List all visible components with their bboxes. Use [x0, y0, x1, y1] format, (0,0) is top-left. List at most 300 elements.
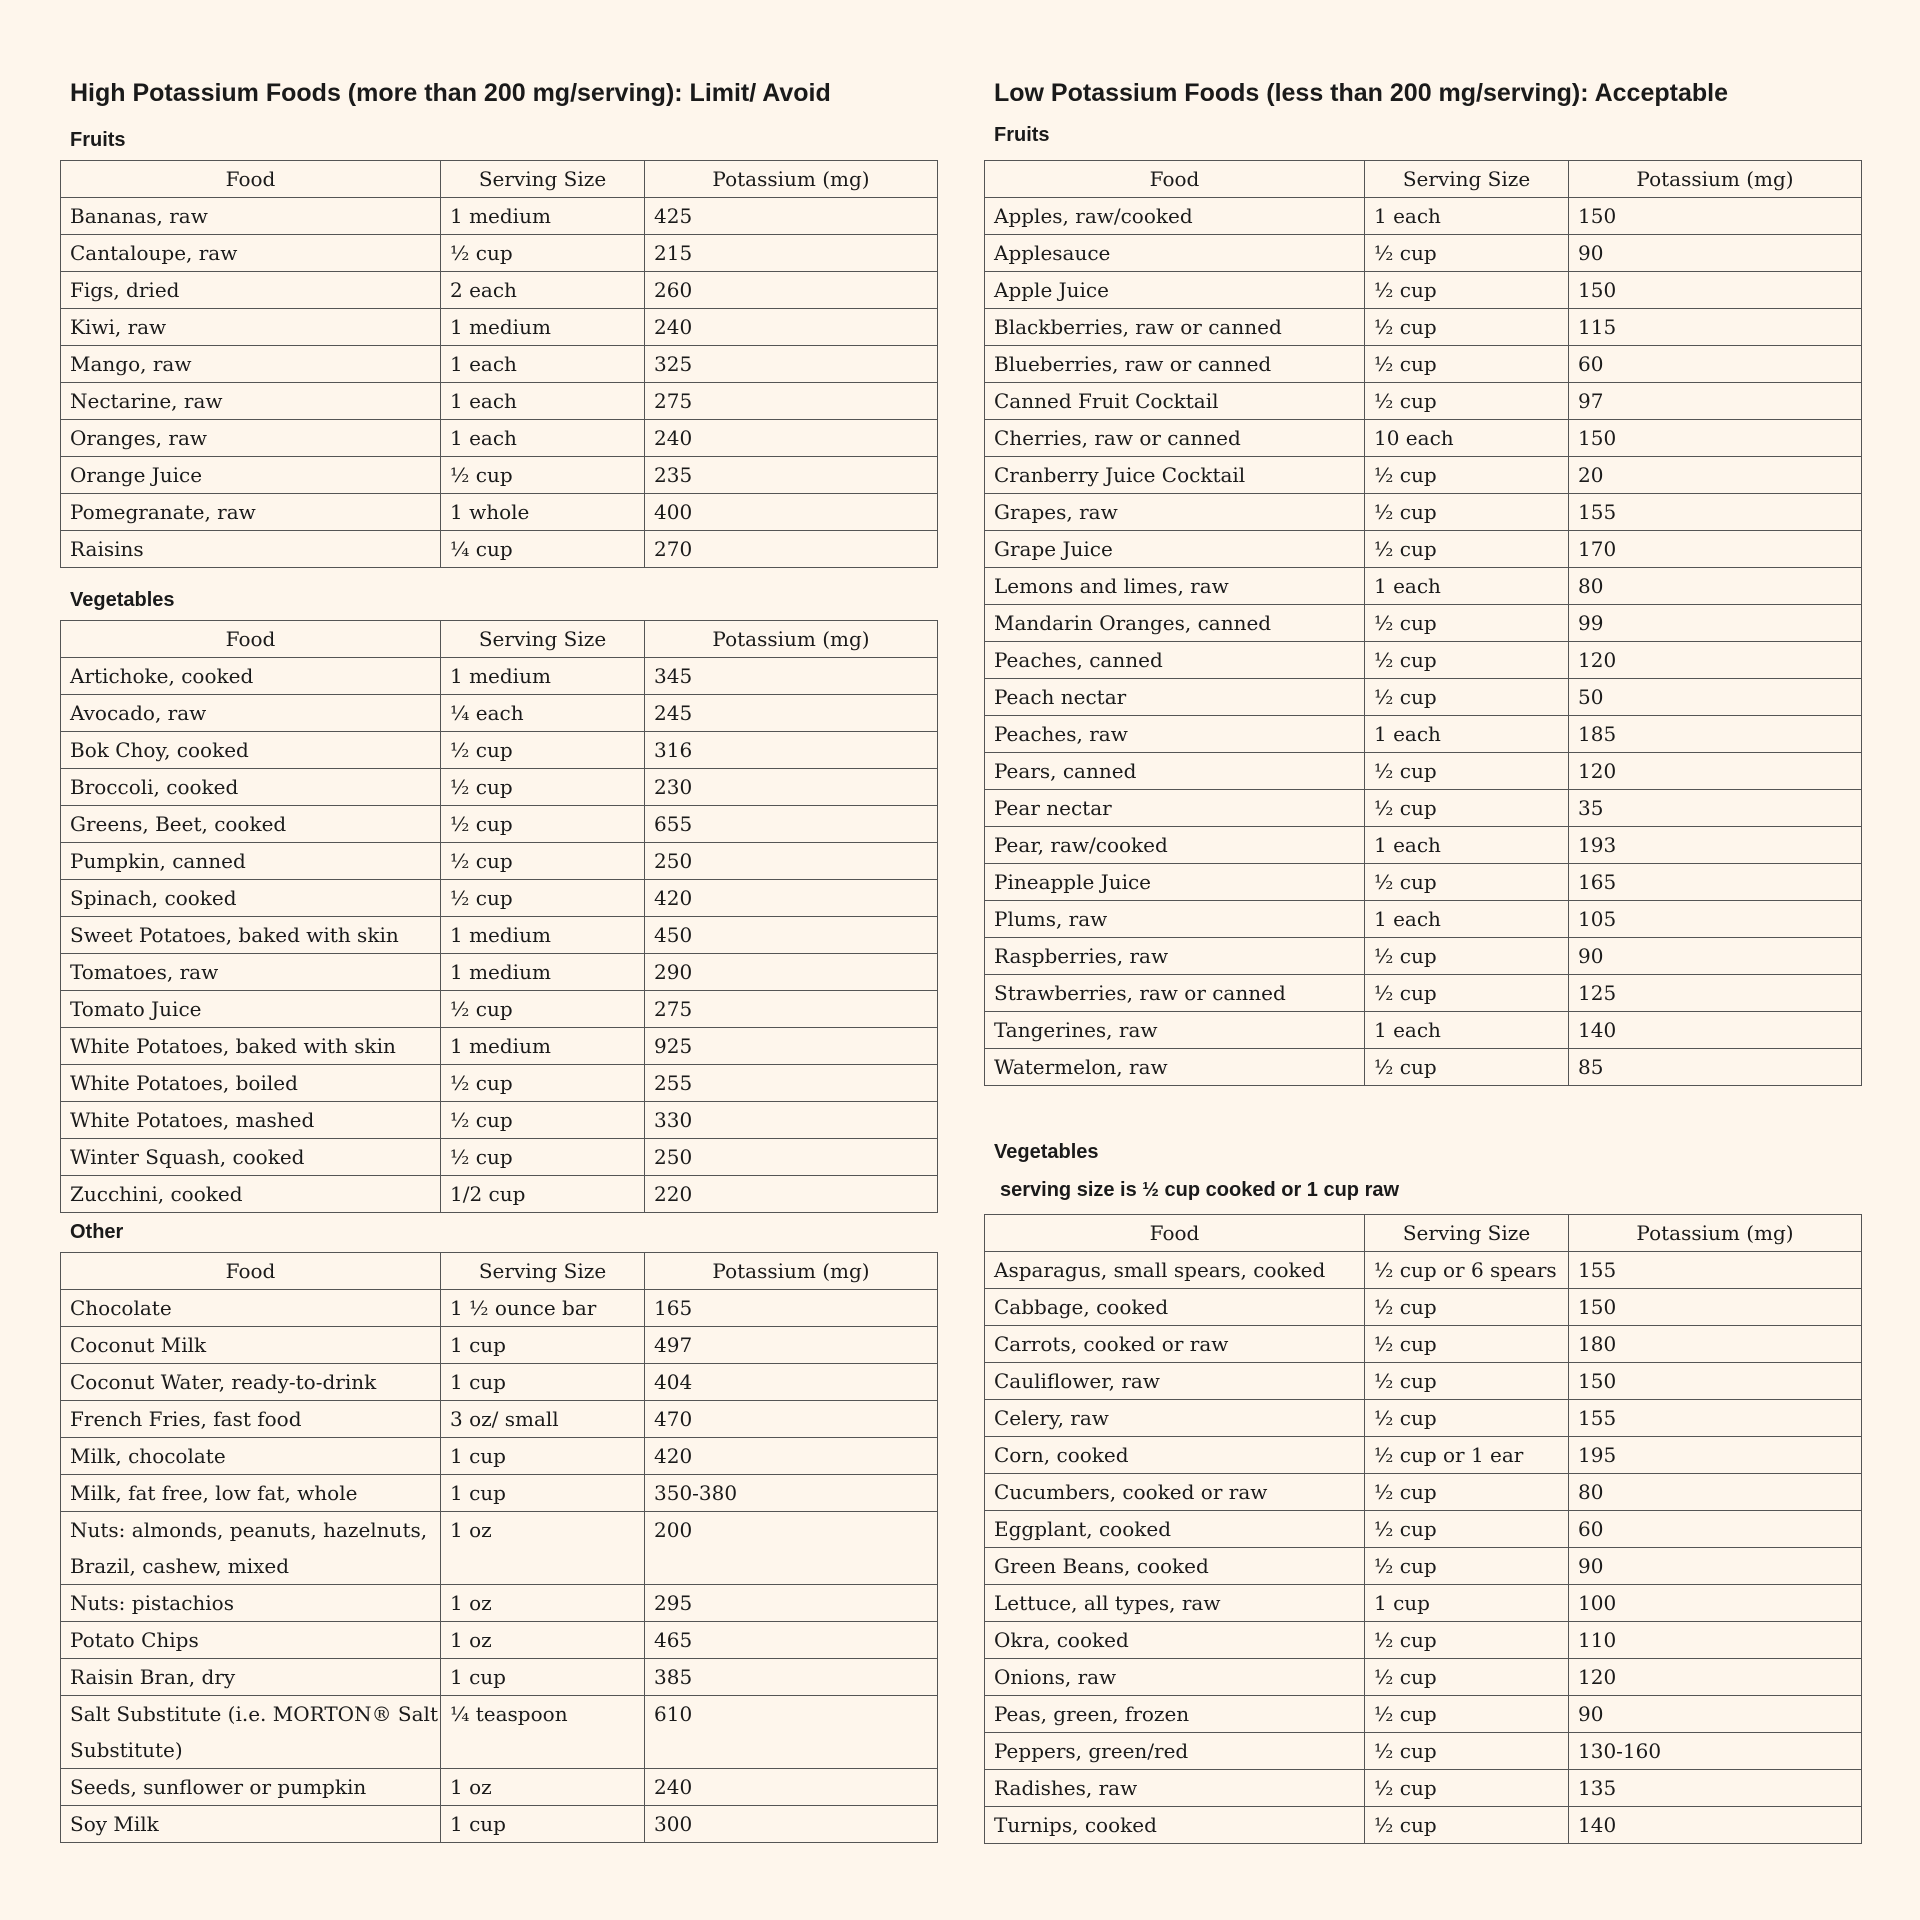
- serving-size-cell: ½ cup: [1365, 938, 1569, 975]
- food-cell: Zucchini, cooked: [61, 1176, 441, 1213]
- food-cell: Seeds, sunflower or pumpkin: [61, 1769, 441, 1806]
- food-cell: Cabbage, cooked: [985, 1289, 1365, 1326]
- table-row: [61, 1028, 938, 1065]
- serving-size-cell: ½ cup: [441, 732, 645, 769]
- serving-size-cell: 1 ½ ounce bar: [441, 1290, 645, 1327]
- serving-size-cell: ½ cup: [1365, 790, 1569, 827]
- potassium-cell: 450: [645, 917, 938, 954]
- food-cell: Salt Substitute (i.e. MORTON® Salt Substitute): [61, 1696, 441, 1769]
- serving-size-cell: ½ cup: [1365, 753, 1569, 790]
- table-row: [985, 1733, 1862, 1770]
- column-header: Serving Size: [441, 621, 645, 658]
- table-row: [985, 1659, 1862, 1696]
- potassium-cell: 316: [645, 732, 938, 769]
- table-row: [61, 309, 938, 346]
- potassium-cell: 295: [645, 1585, 938, 1622]
- potassium-cell: 140: [1569, 1807, 1862, 1844]
- potassium-cell: 270: [645, 531, 938, 568]
- table-row: [985, 790, 1862, 827]
- table-row: [61, 1139, 938, 1176]
- right-vegetables-table: [984, 1214, 1862, 1844]
- serving-size-cell: ½ cup: [1365, 975, 1569, 1012]
- food-cell: Peppers, green/red: [985, 1733, 1365, 1770]
- food-cell: Onions, raw: [985, 1659, 1365, 1696]
- serving-size-cell: 1 each: [1365, 1012, 1569, 1049]
- table-header-row: [985, 161, 1862, 198]
- potassium-cell: 420: [645, 880, 938, 917]
- potassium-cell: 80: [1569, 568, 1862, 605]
- food-cell: Mandarin Oranges, canned: [985, 605, 1365, 642]
- potassium-cell: 195: [1569, 1437, 1862, 1474]
- table-row: [985, 716, 1862, 753]
- food-cell: Winter Squash, cooked: [61, 1139, 441, 1176]
- serving-size-cell: ½ cup: [441, 1139, 645, 1176]
- serving-size-cell: ½ cup: [1365, 1363, 1569, 1400]
- food-cell: Grapes, raw: [985, 494, 1365, 531]
- table-row: [61, 991, 938, 1028]
- table-row: [985, 1012, 1862, 1049]
- potassium-cell: 50: [1569, 679, 1862, 716]
- table-row: [985, 938, 1862, 975]
- table-row: [985, 272, 1862, 309]
- table-row: [985, 975, 1862, 1012]
- potassium-cell: 90: [1569, 938, 1862, 975]
- food-cell: Pear, raw/cooked: [985, 827, 1365, 864]
- table-row: [61, 1696, 938, 1769]
- potassium-cell: 97: [1569, 383, 1862, 420]
- serving-size-cell: ½ cup: [1365, 494, 1569, 531]
- table-row: [985, 383, 1862, 420]
- serving-size-cell: 1 medium: [441, 309, 645, 346]
- table-row: [61, 420, 938, 457]
- potassium-cell: 20: [1569, 457, 1862, 494]
- potassium-cell: 165: [645, 1290, 938, 1327]
- high-potassium-title: High Potassium Foods (more than 200 mg/serving): Limit/ Avoid: [70, 79, 831, 107]
- serving-size-cell: 1 cup: [441, 1364, 645, 1401]
- left-other-table: [60, 1252, 938, 1843]
- potassium-cell: 120: [1569, 753, 1862, 790]
- table-header-row: [61, 1253, 938, 1290]
- right-fruits-label: Fruits: [994, 124, 1050, 146]
- table-row: [985, 1437, 1862, 1474]
- serving-size-cell: ½ cup: [1365, 864, 1569, 901]
- serving-size-cell: ½ cup: [1365, 309, 1569, 346]
- potassium-cell: 150: [1569, 420, 1862, 457]
- table-row: [61, 235, 938, 272]
- food-cell: Nectarine, raw: [61, 383, 441, 420]
- table-row: [985, 901, 1862, 938]
- potassium-cell: 300: [645, 1806, 938, 1843]
- food-cell: White Potatoes, baked with skin: [61, 1028, 441, 1065]
- table-row: [985, 568, 1862, 605]
- food-cell: White Potatoes, mashed: [61, 1102, 441, 1139]
- potassium-cell: 655: [645, 806, 938, 843]
- table-row: [985, 1770, 1862, 1807]
- table-row: [61, 1622, 938, 1659]
- table-row: [985, 827, 1862, 864]
- serving-size-cell: 1 each: [441, 383, 645, 420]
- table-row: [985, 457, 1862, 494]
- table-row: [985, 420, 1862, 457]
- potassium-cell: 275: [645, 991, 938, 1028]
- food-cell: Strawberries, raw or canned: [985, 975, 1365, 1012]
- food-cell: Oranges, raw: [61, 420, 441, 457]
- food-cell: Okra, cooked: [985, 1622, 1365, 1659]
- table-row: [985, 235, 1862, 272]
- potassium-cell: 470: [645, 1401, 938, 1438]
- potassium-cell: 110: [1569, 1622, 1862, 1659]
- column-header: Food: [61, 621, 441, 658]
- table-row: [985, 1622, 1862, 1659]
- food-cell: Bananas, raw: [61, 198, 441, 235]
- potassium-cell: 330: [645, 1102, 938, 1139]
- serving-size-cell: ½ cup: [441, 457, 645, 494]
- potassium-cell: 240: [645, 420, 938, 457]
- potassium-cell: 99: [1569, 605, 1862, 642]
- food-cell: Raisin Bran, dry: [61, 1659, 441, 1696]
- food-cell: Plums, raw: [985, 901, 1365, 938]
- serving-size-cell: 3 oz/ small: [441, 1401, 645, 1438]
- table-row: [61, 1327, 938, 1364]
- column-header: Serving Size: [1365, 1215, 1569, 1252]
- food-cell: Coconut Water, ready-to-drink: [61, 1364, 441, 1401]
- serving-size-cell: 1 medium: [441, 917, 645, 954]
- potassium-cell: 465: [645, 1622, 938, 1659]
- food-cell: Raisins: [61, 531, 441, 568]
- table-row: [985, 753, 1862, 790]
- potassium-cell: 100: [1569, 1585, 1862, 1622]
- serving-size-cell: ½ cup: [1365, 1807, 1569, 1844]
- potassium-cell: 425: [645, 198, 938, 235]
- left-other-label: Other: [70, 1221, 124, 1243]
- column-header: Food: [985, 1215, 1365, 1252]
- table-row: [61, 383, 938, 420]
- serving-size-cell: ½ cup: [1365, 346, 1569, 383]
- table-row: [985, 1049, 1862, 1086]
- left-fruits-table: [60, 160, 938, 568]
- table-row: [61, 457, 938, 494]
- food-cell: Pumpkin, canned: [61, 843, 441, 880]
- potassium-cell: 150: [1569, 198, 1862, 235]
- serving-size-cell: ¼ cup: [441, 531, 645, 568]
- table-row: [985, 1289, 1862, 1326]
- serving-size-cell: ¼ each: [441, 695, 645, 732]
- serving-size-cell: ½ cup: [1365, 1326, 1569, 1363]
- potassium-cell: 60: [1569, 346, 1862, 383]
- food-cell: Potato Chips: [61, 1622, 441, 1659]
- serving-size-cell: ½ cup: [1365, 1049, 1569, 1086]
- table-row: [61, 1475, 938, 1512]
- column-header: Food: [61, 1253, 441, 1290]
- food-cell: Tomatoes, raw: [61, 954, 441, 991]
- serving-size-cell: ½ cup: [441, 769, 645, 806]
- potassium-cell: 135: [1569, 1770, 1862, 1807]
- food-cell: Corn, cooked: [985, 1437, 1365, 1474]
- column-header: Food: [985, 161, 1365, 198]
- serving-size-cell: ½ cup: [1365, 642, 1569, 679]
- food-cell: Eggplant, cooked: [985, 1511, 1365, 1548]
- serving-size-cell: ½ cup: [1365, 605, 1569, 642]
- serving-size-cell: ½ cup: [1365, 1659, 1569, 1696]
- potassium-cell: 125: [1569, 975, 1862, 1012]
- table-row: [985, 679, 1862, 716]
- potassium-cell: 155: [1569, 1252, 1862, 1289]
- table-header-row: [61, 621, 938, 658]
- serving-size-cell: 1 oz: [441, 1622, 645, 1659]
- food-cell: Carrots, cooked or raw: [985, 1326, 1365, 1363]
- serving-size-cell: 1 each: [1365, 568, 1569, 605]
- potassium-cell: 290: [645, 954, 938, 991]
- food-cell: Mango, raw: [61, 346, 441, 383]
- potassium-cell: 497: [645, 1327, 938, 1364]
- potassium-cell: 155: [1569, 1400, 1862, 1437]
- serving-size-cell: ½ cup or 6 spears: [1365, 1252, 1569, 1289]
- potassium-cell: 245: [645, 695, 938, 732]
- food-cell: Pears, canned: [985, 753, 1365, 790]
- potassium-cell: 35: [1569, 790, 1862, 827]
- serving-size-cell: ½ cup: [1365, 1400, 1569, 1437]
- food-cell: Watermelon, raw: [985, 1049, 1365, 1086]
- food-cell: Peach nectar: [985, 679, 1365, 716]
- table-row: [61, 917, 938, 954]
- potassium-cell: 130-160: [1569, 1733, 1862, 1770]
- serving-size-cell: 1 oz: [441, 1585, 645, 1622]
- table-row: [61, 494, 938, 531]
- table-row: [61, 1659, 938, 1696]
- serving-size-cell: ½ cup: [441, 991, 645, 1028]
- serving-size-cell: 2 each: [441, 272, 645, 309]
- food-cell: Pomegranate, raw: [61, 494, 441, 531]
- potassium-cell: 404: [645, 1364, 938, 1401]
- food-cell: Broccoli, cooked: [61, 769, 441, 806]
- table-row: [61, 954, 938, 991]
- potassium-cell: 350-380: [645, 1475, 938, 1512]
- right-vegetables-label: Vegetables: [994, 1141, 1099, 1163]
- food-cell: Spinach, cooked: [61, 880, 441, 917]
- serving-size-cell: 1 each: [441, 346, 645, 383]
- table-row: [985, 1807, 1862, 1844]
- potassium-cell: 250: [645, 1139, 938, 1176]
- potassium-cell: 240: [645, 1769, 938, 1806]
- potassium-cell: 60: [1569, 1511, 1862, 1548]
- left-vegetables-label: Vegetables: [70, 589, 175, 611]
- table-row: [985, 346, 1862, 383]
- right-fruits-table: [984, 160, 1862, 1086]
- potassium-cell: 180: [1569, 1326, 1862, 1363]
- table-row: [985, 1474, 1862, 1511]
- serving-size-cell: 1 oz: [441, 1512, 645, 1585]
- table-row: [985, 1400, 1862, 1437]
- food-cell: Coconut Milk: [61, 1327, 441, 1364]
- food-cell: Canned Fruit Cocktail: [985, 383, 1365, 420]
- food-cell: Orange Juice: [61, 457, 441, 494]
- column-header: Potassium (mg): [1569, 1215, 1862, 1252]
- food-cell: Soy Milk: [61, 1806, 441, 1843]
- serving-size-cell: ½ cup: [1365, 1289, 1569, 1326]
- serving-size-cell: 1 cup: [1365, 1585, 1569, 1622]
- serving-size-cell: 1 medium: [441, 954, 645, 991]
- food-cell: Celery, raw: [985, 1400, 1365, 1437]
- table-row: [61, 1769, 938, 1806]
- serving-size-cell: ½ cup: [1365, 383, 1569, 420]
- serving-size-cell: ½ cup or 1 ear: [1365, 1437, 1569, 1474]
- table-row: [985, 1548, 1862, 1585]
- table-row: [985, 864, 1862, 901]
- table-row: [61, 1438, 938, 1475]
- serving-size-cell: 1 cup: [441, 1475, 645, 1512]
- serving-size-cell: ½ cup: [1365, 272, 1569, 309]
- right-vegetables-note: serving size is ½ cup cooked or 1 cup raw: [1000, 1179, 1400, 1201]
- potassium-cell: 90: [1569, 1548, 1862, 1585]
- potassium-cell: 120: [1569, 642, 1862, 679]
- column-header: Serving Size: [441, 1253, 645, 1290]
- table-row: [61, 769, 938, 806]
- table-row: [61, 346, 938, 383]
- serving-size-cell: ¼ teaspoon: [441, 1696, 645, 1769]
- serving-size-cell: ½ cup: [441, 1065, 645, 1102]
- serving-size-cell: 1 cup: [441, 1438, 645, 1475]
- food-cell: Chocolate: [61, 1290, 441, 1327]
- serving-size-cell: ½ cup: [441, 843, 645, 880]
- table-row: [61, 1585, 938, 1622]
- serving-size-cell: 1 each: [1365, 198, 1569, 235]
- potassium-cell: 220: [645, 1176, 938, 1213]
- potassium-cell: 150: [1569, 1289, 1862, 1326]
- table-row: [61, 1065, 938, 1102]
- potassium-cell: 260: [645, 272, 938, 309]
- food-cell: Asparagus, small spears, cooked: [985, 1252, 1365, 1289]
- table-header-row: [61, 161, 938, 198]
- potassium-cell: 240: [645, 309, 938, 346]
- table-row: [61, 198, 938, 235]
- food-cell: Peaches, raw: [985, 716, 1365, 753]
- potassium-cell: 400: [645, 494, 938, 531]
- serving-size-cell: ½ cup: [1365, 1474, 1569, 1511]
- serving-size-cell: ½ cup: [441, 806, 645, 843]
- column-header: Potassium (mg): [1569, 161, 1862, 198]
- serving-size-cell: 1/2 cup: [441, 1176, 645, 1213]
- potassium-cell: 150: [1569, 1363, 1862, 1400]
- serving-size-cell: 1 each: [441, 420, 645, 457]
- table-row: [985, 1511, 1862, 1548]
- serving-size-cell: ½ cup: [1365, 457, 1569, 494]
- food-cell: White Potatoes, boiled: [61, 1065, 441, 1102]
- potassium-cell: 235: [645, 457, 938, 494]
- food-cell: Cantaloupe, raw: [61, 235, 441, 272]
- column-header: Potassium (mg): [645, 161, 938, 198]
- serving-size-cell: 1 oz: [441, 1769, 645, 1806]
- serving-size-cell: 10 each: [1365, 420, 1569, 457]
- column-header: Serving Size: [441, 161, 645, 198]
- serving-size-cell: ½ cup: [1365, 1548, 1569, 1585]
- food-cell: Raspberries, raw: [985, 938, 1365, 975]
- potassium-cell: 120: [1569, 1659, 1862, 1696]
- column-header: Serving Size: [1365, 161, 1569, 198]
- table-row: [985, 642, 1862, 679]
- table-row: [61, 880, 938, 917]
- table-row: [61, 272, 938, 309]
- potassium-cell: 105: [1569, 901, 1862, 938]
- food-cell: Nuts: pistachios: [61, 1585, 441, 1622]
- potassium-cell: 150: [1569, 272, 1862, 309]
- food-cell: Milk, fat free, low fat, whole: [61, 1475, 441, 1512]
- table-row: [985, 1252, 1862, 1289]
- low-potassium-title: Low Potassium Foods (less than 200 mg/serving): Acceptable: [994, 79, 1728, 107]
- table-row: [61, 1176, 938, 1213]
- food-cell: Greens, Beet, cooked: [61, 806, 441, 843]
- potassium-cell: 193: [1569, 827, 1862, 864]
- table-row: [985, 1326, 1862, 1363]
- serving-size-cell: ½ cup: [1365, 1622, 1569, 1659]
- food-cell: Cranberry Juice Cocktail: [985, 457, 1365, 494]
- column-header: Potassium (mg): [645, 1253, 938, 1290]
- food-cell: Pineapple Juice: [985, 864, 1365, 901]
- serving-size-cell: ½ cup: [1365, 235, 1569, 272]
- table-row: [61, 732, 938, 769]
- potassium-cell: 200: [645, 1512, 938, 1585]
- table-row: [61, 806, 938, 843]
- serving-size-cell: ½ cup: [441, 1102, 645, 1139]
- table-row: [61, 658, 938, 695]
- potassium-cell: 90: [1569, 235, 1862, 272]
- food-cell: Cucumbers, cooked or raw: [985, 1474, 1365, 1511]
- serving-size-cell: 1 each: [1365, 716, 1569, 753]
- table-row: [61, 695, 938, 732]
- left-fruits-label: Fruits: [70, 129, 126, 151]
- potassium-cell: 80: [1569, 1474, 1862, 1511]
- food-cell: Turnips, cooked: [985, 1807, 1365, 1844]
- serving-size-cell: ½ cup: [1365, 1733, 1569, 1770]
- serving-size-cell: 1 medium: [441, 658, 645, 695]
- food-cell: Apple Juice: [985, 272, 1365, 309]
- potassium-cell: 925: [645, 1028, 938, 1065]
- food-cell: Blackberries, raw or canned: [985, 309, 1365, 346]
- food-cell: Figs, dried: [61, 272, 441, 309]
- potassium-cell: 325: [645, 346, 938, 383]
- table-row: [985, 1585, 1862, 1622]
- serving-size-cell: ½ cup: [441, 235, 645, 272]
- potassium-cell: 250: [645, 843, 938, 880]
- food-cell: Bok Choy, cooked: [61, 732, 441, 769]
- food-cell: Lettuce, all types, raw: [985, 1585, 1365, 1622]
- potassium-cell: 185: [1569, 716, 1862, 753]
- table-row: [985, 494, 1862, 531]
- food-cell: Nuts: almonds, peanuts, hazelnuts, Brazil, cashew, mixed: [61, 1512, 441, 1585]
- food-cell: Tomato Juice: [61, 991, 441, 1028]
- food-cell: Tangerines, raw: [985, 1012, 1365, 1049]
- food-cell: Pear nectar: [985, 790, 1365, 827]
- food-cell: Lemons and limes, raw: [985, 568, 1365, 605]
- food-cell: Green Beans, cooked: [985, 1548, 1365, 1585]
- column-header: Food: [61, 161, 441, 198]
- serving-size-cell: ½ cup: [1365, 1770, 1569, 1807]
- table-row: [985, 309, 1862, 346]
- table-row: [985, 198, 1862, 235]
- food-cell: Applesauce: [985, 235, 1365, 272]
- food-cell: French Fries, fast food: [61, 1401, 441, 1438]
- potassium-cell: 85: [1569, 1049, 1862, 1086]
- potassium-cell: 230: [645, 769, 938, 806]
- table-row: [985, 1363, 1862, 1400]
- potassium-cell: 90: [1569, 1696, 1862, 1733]
- food-cell: Avocado, raw: [61, 695, 441, 732]
- serving-size-cell: ½ cup: [1365, 531, 1569, 568]
- table-row: [61, 1806, 938, 1843]
- potassium-cell: 170: [1569, 531, 1862, 568]
- food-cell: Apples, raw/cooked: [985, 198, 1365, 235]
- left-vegetables-table: [60, 620, 938, 1213]
- serving-size-cell: 1 cup: [441, 1659, 645, 1696]
